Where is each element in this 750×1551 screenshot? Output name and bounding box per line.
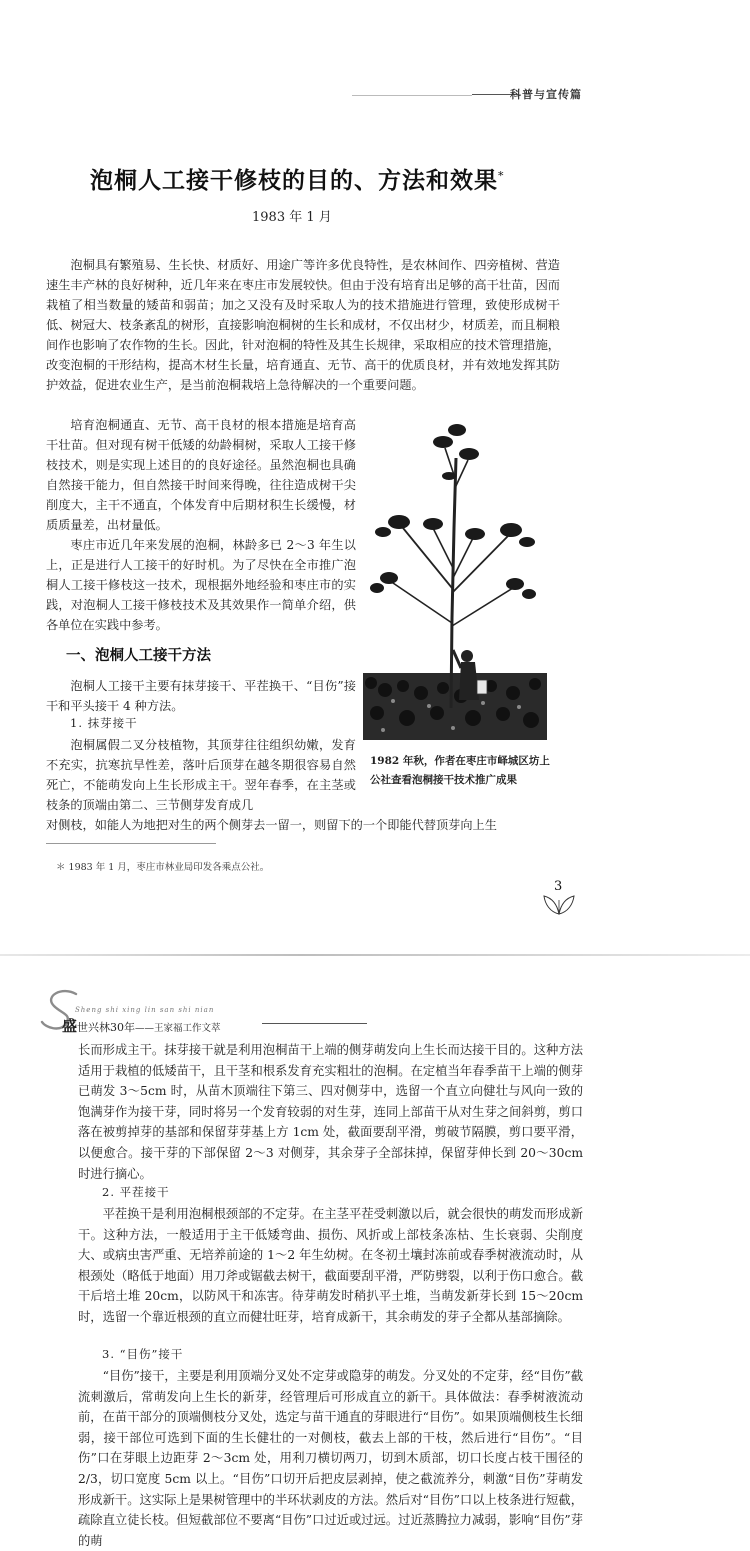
subheading-1: 1. 抹芽接干: [70, 716, 138, 730]
page2-paragraph-1: 长而形成主干。抹芽接干就是利用泡桐苗干上端的侧芽萌发向上生长而达接干目的。这种方法适用于栽植的低矮苗干，且干茎和根系发育充实粗壮的泡桐。在定植当年春季苗干上端的侧芽已萌发 3～5cm 时，从苗木顶端往下第三、四对侧芽中，选留一个直立向健壮与风向一致的饱满芽作为接干芽，同时将另一个发育较弱的对生芽，连同上部苗干从对生芽之间斜剪，剪口落在被剪掉芽的基部和保留芽芽基上方 1cm 处，截面要刮平滑，剪破节隔膜，剪口要平滑，以便愈合。接干芽的下部保留 2～3 对侧芽，其余芽子全部抹掉，保留芽伸长到 20～30cm 时进行摘心。: [78, 1043, 583, 1181]
article-title: [90, 162, 505, 195]
book-header-rule: [262, 1023, 367, 1024]
subsection-1-text: 泡桐属假二叉分枝植物，其顶芽往往组织幼嫩，发育不充实，抗寒抗旱性差，落叶后顶芽在越冬期很容易自然死亡，不能萌发向上生长形成主干。翌年春季，在主茎或枝条的顶端由第二、三节侧芽发育成几: [46, 738, 356, 812]
book-header: [62, 1015, 221, 1036]
photo-caption: 1982 年秋，作者在枣庄市峄城区坊上公社查看泡桐接干技术推广成果: [370, 755, 550, 786]
article-date: 1983 年 1 月: [252, 210, 332, 225]
paulownia-photo: [363, 418, 547, 740]
footnote-rule: [46, 843, 216, 844]
article-title-text: 泡桐人工接干修枝的目的、方法和效果: [90, 167, 498, 194]
book-header-subtitle: ——王家福工作文萃: [135, 1023, 221, 1034]
book-header-title: 世兴林30年: [77, 1021, 136, 1034]
header-pinyin: Sheng shi xing lin san shi nian: [75, 1006, 215, 1014]
photo-illustration: [363, 418, 547, 740]
intro-paragraph: 泡桐具有繁殖易、生长快、材质好、用途广等许多优良特性，是农林间作、四旁植树、营造速生丰产林的良好树种，近几年来在枣庄市发展较快。但由于没有培育出足够的高干壮苗，因而栽植了相当数量的矮苗和弱苗；加之又没有及时采取人为的技术措施进行管理，致使形成树干低、树冠大、枝条紊乱的树形，直接影响泡桐树的生长和成材，不仅出材少，材质差，而且桐粮间作也影响了农作物的生长。因此，针对泡桐的特性及其生长规律，采取相应的技术管理措施，改变泡桐的干形结构，提高木材生长量，培育通直、无节、高干的优质良材，并有效地发挥其防护效益，促进农业生产，是当前泡桐栽培上急待解决的一个重要问题。: [46, 258, 560, 392]
section-header: 科普与宣传篇: [510, 88, 582, 101]
subheading-3: 3. “目伤”接干: [102, 1347, 184, 1361]
section-heading-1: 一、泡桐人工接干方法: [66, 647, 211, 664]
book-header-big-char: 盛: [62, 1017, 78, 1035]
leaf-icon: [542, 892, 576, 916]
title-footnote-mark: *: [498, 169, 505, 183]
subsection-1-tail: 对侧枝，如能人为地把对生的两个侧芽去一留一，则留下的一个即能代替顶芽向上生: [46, 818, 497, 832]
subsection-3-text: “目伤”接干，主要是利用顶端分叉处不定芽或隐芽的萌发。分叉处的不定芽，经“目伤”截流刺激后，常萌发向上生长的新芽，经管理后可形成直立的新干。具体做法：春季树液流动前，在苗干部分的顶端侧枝分叉处，选定与苗干通直的芽眼进行“目伤”。如果顶端侧枝生长细弱，接干部位可选到下面的生长健壮的一对侧枝，截去上部的干枝，然后进行“目伤”。“目伤”口在芽眼上边距芽 2～3cm 处，用利刀横切两刀，切到木质部，切口长度占枝干围径的 2/3，切口宽度 5cm 以上。“目伤”口切开后把皮层剥掉，使之截流养分，刺激“目伤”芽萌发形成新干。这实际上是果树管理中的半环状剥皮的方法。然后对“目伤”口以上枝条进行短截，疏除直立徒长枝。但短截部位不要离“目伤”口过近或过远。过近蒸腾拉力减弱，影响“目伤”芽的萌: [78, 1369, 583, 1548]
subsection-2-text: 平茬换干是利用泡桐根颈部的不定芽。在主茎平茬受刺激以后，就会很快的萌发而形成新干。这种方法，一般适用于主干低矮弯曲、损伤、风折或上部枝条冻枯、生长衰弱、尖削度大、或病虫害严重、无培养前途的 1～2 年生幼树。在冬初土壤封冻前或春季树液流动时，从根颈处（略低于地面）用刀斧或锯截去树干，截面要刮平滑，严防劈裂，以利于伤口愈合。截干后培土堆 20cm，以防风干和冻害。待芽萌发时稍扒平土堆，当萌发新芽长到 15～20cm 时，选留一个靠近根颈的直立而健壮旺芽，培育成新干，其余萌发的芽子全都从基部摘除。: [78, 1207, 583, 1324]
footnote: ＊ 1983 年 1 月，枣庄市林业局印发各乘点公社。: [56, 862, 270, 873]
page-separator: [0, 954, 750, 956]
paragraph-3: 枣庄市近几年来发展的泡桐，林龄多已 2～3 年生以上，正是进行人工接干的好时机。为了尽快在全市推广泡桐人工接干修枝这一技术，现根据外地经验和枣庄市的实践，对泡桐人工接干修枝技术及其效果作一简单介绍，供各单位在实践中参考。: [46, 538, 356, 632]
paragraph-2: 培育泡桐通直、无节、高干良材的根本措施是培育高干壮苗。但对现有树干低矮的幼龄桐树，采取人工接干修枝技术，则是实现上述目的的良好途径。虽然泡桐也具确自然接干能力，但自然接干时间来得晚，往往造成树干尖削度大，主干不通直，个体发育中后期材积生长缓慢，材质质量差，出材量低。: [46, 418, 356, 532]
subheading-2: 2. 平茬接干: [102, 1185, 170, 1199]
page-number: 3: [554, 879, 563, 894]
section-1-intro: 泡桐人工接干主要有抹芽接干、平茬换干、“目伤”接干和平头接干 4 种方法。: [46, 679, 356, 713]
header-rule-thin: [352, 95, 472, 96]
